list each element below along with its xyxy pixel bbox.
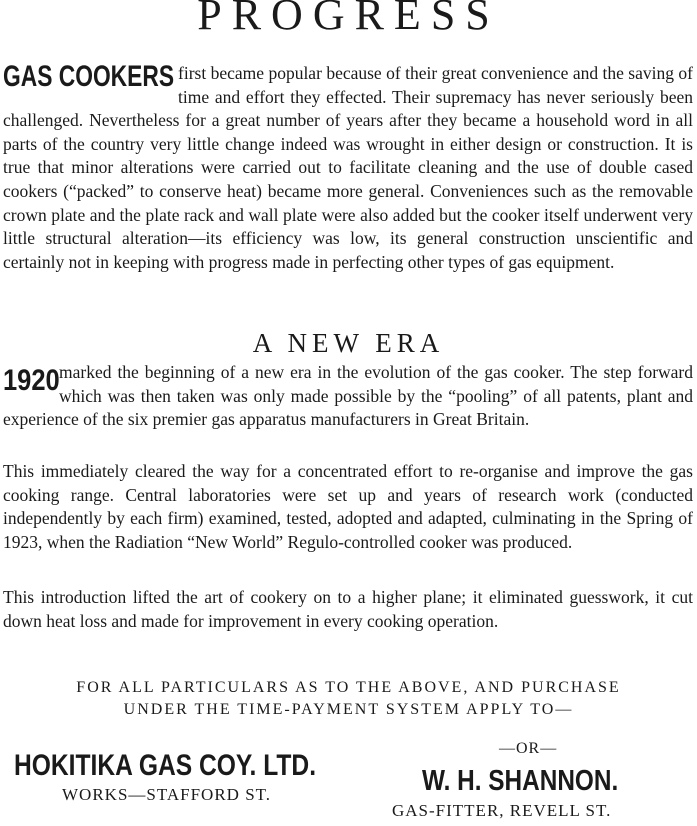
intro-text: first became popular because of their great convenience and the saving of time and effort they effected. Their supremacy has never seriously been challenged. Nevertheless for a great number of years after they became a household word in all parts of the country very little change indeed was wrought in either design or construction. It is true that minor alterations were carried out to facilitate cleaning and the use of double cased cookers (“packed” to conserve heat) became more general. Conveniences such as the removable crown plate and the plate rack and wall plate were also added but the cooker itself underwent very little structural alteration—its efficiency was low, its general construction unscientific and certainly not in keeping with progress made in perfecting other types of gas equipment. <box>3 63 693 272</box>
company-address: WORKS—STAFFORD ST. <box>62 785 272 804</box>
intro-lead: GAS COOKERS <box>3 60 175 93</box>
intro-paragraph <box>3 62 693 274</box>
new-era-text: marked the beginning of a new era in the evolution of the gas cooker. The step forward which was then taken was only made possible by the “pooling” of all patents, plant and experience of the six premier gas apparatus manufacturers in Great Britain. <box>3 362 693 430</box>
new-era-paragraph <box>3 361 693 432</box>
introduction-paragraph: This introduction lifted the art of cookery on to a higher plane; it eliminated guesswork, it cut down heat loss and made for improvement in every cooking operation. <box>3 587 693 631</box>
company-name: HOKITIKA GAS COY. LTD. <box>14 749 317 782</box>
or-label: —OR— <box>499 740 558 757</box>
apply-line-1: FOR ALL PARTICULARS AS TO THE ABOVE, AND PURCHASE <box>76 679 621 696</box>
alternate-name: W. H. SHANNON. <box>422 765 619 797</box>
alternate-address: GAS-FITTER, REVELL ST. <box>392 801 612 820</box>
page-title: PROGRESS <box>197 0 500 39</box>
reorganise-paragraph: This immediately cleared the way for a concentrated effort to re-organise and improve the gas cooking range. Central laboratories were set up and years of research work (conducted independently by each firm) examined, tested, adopted and adapted, culminating in the Spring of 1923, when the Radiation “New World” Regulo-controlled cooker was produced. <box>3 461 693 552</box>
apply-line-2: UNDER THE TIME-PAYMENT SYSTEM APPLY TO— <box>123 701 574 718</box>
section-heading: A NEW ERA <box>252 328 445 358</box>
new-era-lead: 1920 <box>3 364 60 397</box>
